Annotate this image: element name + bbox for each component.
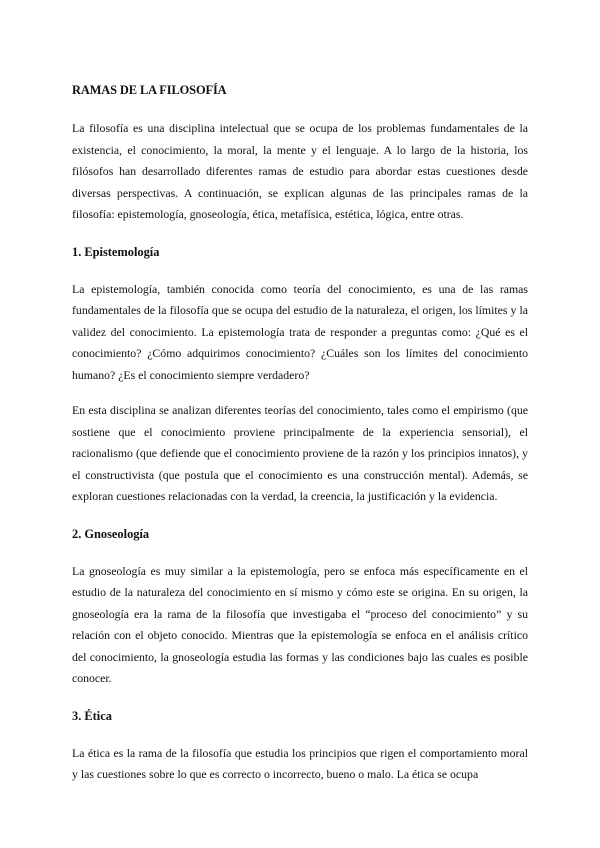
epistemologia-paragraph-1: La epistemología, también conocida como teoría del conocimiento, es una de las ramas fundamentales de la filosofía que se ocupa del estudio de la naturaleza, el origen, los límites y la validez del conocimiento. La epistemología trata de responder a preguntas como: ¿Qué es el conocimiento? ¿Cómo adquirimos conocimiento? ¿Cuáles son los límites del conocimiento humano? ¿Es el conocimiento siempre verdadero? (72, 281, 528, 382)
section-heading-epistemologia: 1. Epistemología (72, 244, 160, 259)
epistemologia-paragraph-2: En esta disciplina se analizan diferentes teorías del conocimiento, tales como el empirismo (que sostiene que el conocimiento proviene principalmente de la experiencia sensorial), el racionalismo (que defiende que el conocimiento proviene de la razón y los principios innatos), y el constructivista (que postula que el conocimiento es una construcción mental). Además, se exploran cuestiones relacionadas con la verdad, la creencia, la justificación y la evidencia. (72, 403, 528, 503)
document-title: RAMAS DE LA FILOSOFÍA (72, 83, 227, 97)
etica-paragraph-1: La ética es la rama de la filosofía que estudia los principios que rigen el comportamiento moral y las cuestiones sobre lo que es correcto o incorrecto, bueno o malo. La ética se ocupa (72, 745, 528, 781)
section-heading-etica: 3. Ética (72, 708, 112, 723)
intro-paragraph: La filosofía es una disciplina intelectual que se ocupa de los problemas fundamentales de la existencia, el conocimiento, la moral, la mente y el lenguaje. A lo largo de la historia, los filósofos han desarrollado diferentes ramas de estudio para abordar estas cuestiones desde diversas perspectivas. A continuación, se explican algunas de las principales ramas de la filosofía: epistemología, gnoseología, ética, metafísica, estética, lógica, entre otras. (72, 121, 528, 221)
gnoseologia-paragraph-1: La gnoseología es muy similar a la epistemología, pero se enfoca más específicamente en el estudio de la naturaleza del conocimiento en sí mismo y cómo este se origina. En su origen, la gnoseología era la rama de la filosofía que investigaba el “proceso del conocimiento” y su relación con el objeto conocido. Mientras que la epistemología se enfoca en el análisis crítico del conocimiento, la gnoseología estudia las formas y las condiciones bajo las cuales es posible conocer. (72, 563, 528, 685)
section-heading-gnoseologia: 2. Gnoseología (72, 526, 150, 541)
document-page (72, 82, 528, 800)
